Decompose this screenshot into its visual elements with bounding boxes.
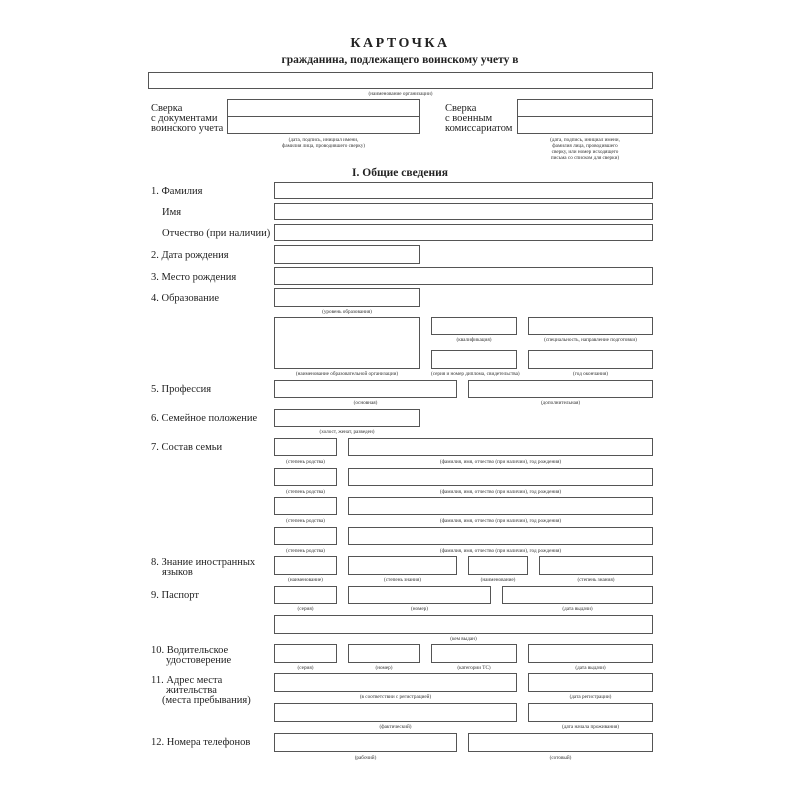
family-relation-caption: (степень родства): [286, 548, 325, 554]
recon-comm-label-3: комиссариатом: [445, 123, 513, 134]
registration-date-field[interactable]: [528, 673, 653, 692]
recon-comm-field-1[interactable]: [517, 99, 653, 117]
language-level-field[interactable]: [539, 556, 653, 575]
organization-name-field[interactable]: [148, 72, 653, 89]
family-relation-field[interactable]: [274, 497, 337, 515]
recon-comm-label-1: Сверка: [445, 103, 477, 114]
recon-comm-caption-3: сверку, или номер исходящего: [551, 149, 619, 155]
language-level-field[interactable]: [348, 556, 457, 575]
work-phone-field[interactable]: [274, 733, 457, 752]
first-name-field[interactable]: [274, 203, 653, 220]
first-name-label: Имя: [162, 207, 182, 218]
profession-main-field[interactable]: [274, 380, 457, 398]
recon-docs-label-2: с документами: [151, 113, 218, 124]
marital-status-caption: (холост, женат, разведен): [319, 429, 375, 435]
card-subtitle: гражданина, подлежащего воинскому учету в: [281, 54, 519, 66]
language-name-caption: (наименование): [288, 577, 323, 583]
profession-extra-field[interactable]: [468, 380, 653, 398]
passport-series-caption: (серия): [297, 606, 314, 612]
family-person-field[interactable]: [348, 468, 653, 486]
recon-comm-label-2: с военным: [445, 113, 493, 124]
recon-docs-caption-2: фамилия лица, проводившего сверку): [281, 143, 366, 149]
graduation-year-field[interactable]: [528, 350, 653, 369]
diploma-caption: (серия и номер диплома, свидетельства): [431, 371, 520, 377]
family-label: 7. Состав семьи: [151, 442, 223, 453]
residence-start-date-caption: (дата начала проживания): [561, 724, 620, 730]
recon-docs-label-1: Сверка: [151, 103, 183, 114]
mobile-phone-field[interactable]: [468, 733, 653, 752]
passport-label: 9. Паспорт: [151, 590, 199, 601]
registered-address-caption: (в соответствии с регистрацией): [359, 694, 432, 700]
family-person-caption: (фамилия, имя, отчество (при наличии), год рождения): [439, 518, 562, 524]
phones-label: 12. Номера телефонов: [151, 737, 251, 748]
address-label-1: 11. Адрес места: [151, 675, 223, 686]
license-series-caption: (серия): [297, 665, 314, 671]
family-relation-field[interactable]: [274, 527, 337, 545]
residence-start-date-field[interactable]: [528, 703, 653, 722]
qualification-field[interactable]: [431, 317, 517, 335]
passport-series-field[interactable]: [274, 586, 337, 604]
marital-status-label: 6. Семейное положение: [151, 413, 258, 424]
family-relation-caption: (степень родства): [286, 459, 325, 465]
profession-label: 5. Профессия: [151, 384, 212, 395]
mobile-phone-caption: (сотовый): [549, 755, 572, 761]
languages-label-1: 8. Знание иностранных: [151, 557, 256, 568]
recon-comm-caption-1: (дата, подпись, инициал имени,: [550, 137, 620, 143]
license-category-field[interactable]: [431, 644, 517, 663]
family-relation-field[interactable]: [274, 468, 337, 486]
address-label-3: (места пребывания): [162, 695, 251, 706]
family-person-field[interactable]: [348, 527, 653, 545]
language-level-caption: (степень знания): [384, 577, 421, 583]
specialty-field[interactable]: [528, 317, 653, 335]
recon-docs-field-1[interactable]: [227, 99, 420, 117]
license-number-field[interactable]: [348, 644, 420, 663]
passport-issuer-field[interactable]: [274, 615, 653, 634]
profession-extra-caption: (дополнительная): [540, 400, 581, 406]
recon-docs-caption-1: (дата, подпись, инициал имени,: [288, 137, 359, 143]
surname-field[interactable]: [274, 182, 653, 199]
recon-docs-label-3: воинского учета: [151, 123, 224, 134]
card-title: КАРТОЧКА: [350, 36, 450, 51]
institution-caption: (наименование образовательной организации): [295, 371, 399, 377]
license-number-caption: (номер): [375, 665, 393, 671]
marital-status-field[interactable]: [274, 409, 420, 427]
registration-date-caption: (дата регистрации): [569, 694, 612, 700]
recon-comm-field-2[interactable]: [517, 116, 653, 134]
license-date-caption: (дата выдачи): [575, 665, 606, 671]
section-heading: I. Общие сведения: [352, 167, 448, 179]
address-label-2: жительства: [166, 685, 217, 696]
recon-comm-caption-4: письма со списком для сверки): [550, 155, 620, 161]
education-level-caption: (уровень образования): [322, 309, 372, 315]
birth-place-label: 3. Место рождения: [151, 272, 237, 283]
language-name-field[interactable]: [274, 556, 337, 575]
license-label-2: удостоверение: [166, 655, 232, 666]
birth-place-field[interactable]: [274, 267, 653, 285]
actual-address-field[interactable]: [274, 703, 517, 722]
graduation-year-caption: (год окончания): [573, 371, 608, 377]
specialty-caption: (специальность, направление подготовки): [544, 337, 637, 343]
recon-comm-caption-2: фамилия лица, проводившего: [552, 143, 618, 149]
institution-field[interactable]: [274, 317, 420, 369]
languages-label-2: языков: [162, 567, 193, 578]
qualification-caption: (квалификация): [456, 337, 492, 343]
work-phone-caption: (рабочий): [354, 755, 377, 761]
family-person-field[interactable]: [348, 497, 653, 515]
patronymic-field[interactable]: [274, 224, 653, 241]
passport-number-caption: (номер): [411, 606, 428, 612]
education-label: 4. Образование: [151, 293, 220, 304]
education-level-field[interactable]: [274, 288, 420, 307]
passport-date-caption: (дата выдачи): [562, 606, 593, 612]
family-person-caption: (фамилия, имя, отчество (при наличии), год рождения): [439, 548, 562, 554]
license-category-caption: (категории ТС): [457, 665, 491, 671]
patronymic-label: Отчество (при наличии): [162, 228, 271, 239]
license-date-field[interactable]: [528, 644, 653, 663]
passport-date-field[interactable]: [502, 586, 653, 604]
family-person-field[interactable]: [348, 438, 653, 456]
license-label-1: 10. Водительское: [151, 645, 229, 656]
family-relation-caption: (степень родства): [286, 489, 325, 495]
registered-address-field[interactable]: [274, 673, 517, 692]
family-relation-field[interactable]: [274, 438, 337, 456]
profession-main-caption: (основная): [353, 400, 378, 406]
organization-caption: (наименование организации): [368, 91, 433, 97]
recon-docs-field-2[interactable]: [227, 116, 420, 134]
actual-address-caption: (фактический): [379, 724, 412, 730]
passport-issuer-caption: (кем выдан): [450, 636, 477, 642]
birth-date-field[interactable]: [274, 245, 420, 264]
language-level-caption: (степень знания): [577, 577, 615, 583]
birth-date-label: 2. Дата рождения: [151, 250, 229, 261]
family-person-caption: (фамилия, имя, отчество (при наличии), год рождения): [439, 459, 562, 465]
diploma-field[interactable]: [431, 350, 517, 369]
language-name-caption: (наименование): [480, 577, 516, 583]
passport-number-field[interactable]: [348, 586, 491, 604]
license-series-field[interactable]: [274, 644, 337, 663]
family-person-caption: (фамилия, имя, отчество (при наличии), год рождения): [439, 489, 562, 495]
language-name-field[interactable]: [468, 556, 528, 575]
surname-label: 1. Фамилия: [151, 186, 203, 197]
family-relation-caption: (степень родства): [286, 518, 325, 524]
